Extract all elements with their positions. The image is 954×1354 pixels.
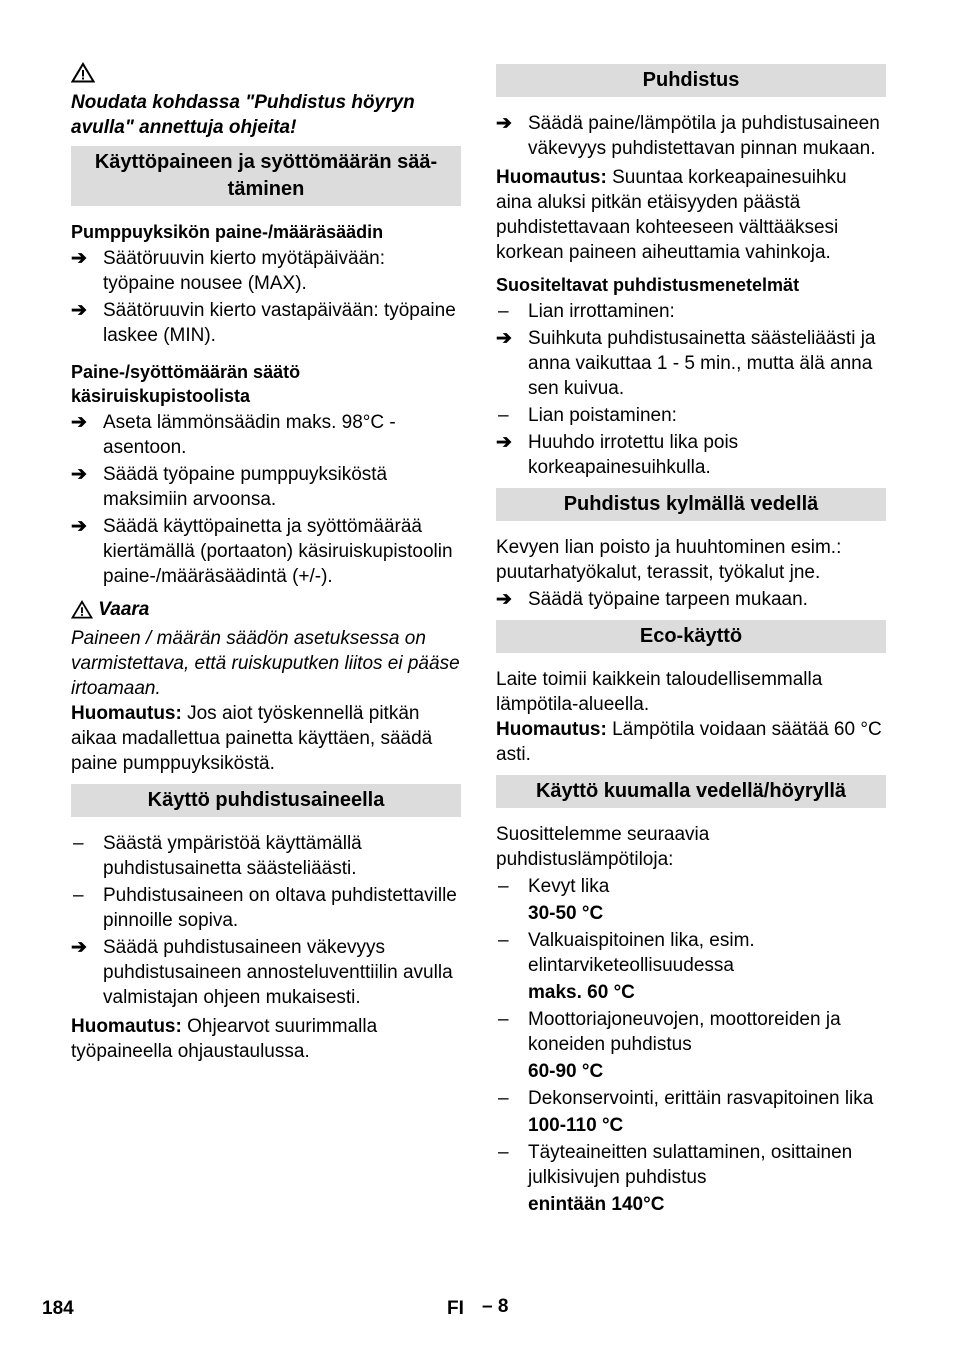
warning-triangle-icon [71, 600, 93, 619]
list-item [496, 874, 886, 899]
arrow-right-icon: ➔ [71, 300, 87, 321]
subheading-methods: Suositeltavat puhdistusmenetelmät [496, 275, 800, 295]
section-heading-detergent: Käyttö puhdistusaineella [71, 784, 461, 817]
arrow-right-icon: ➔ [71, 412, 87, 433]
left-column [71, 62, 461, 1064]
list-item [496, 928, 886, 978]
temperature-value: 100-110 °C [528, 1115, 624, 1136]
note-label: Huomautus: [71, 703, 182, 724]
list-item [496, 326, 886, 401]
dash-bullet: – [73, 885, 84, 906]
arrow-right-icon: ➔ [496, 328, 512, 349]
list-item [71, 462, 461, 512]
arrow-right-icon: ➔ [496, 113, 512, 134]
item-text: Säädä työpaine pumppuyksiköstä maksimiin arvoonsa. [103, 464, 388, 510]
list-item [71, 935, 461, 1010]
temperature-value: 30-50 °C [528, 903, 604, 924]
dash-bullet: – [498, 301, 509, 322]
language-code: FI [447, 1298, 464, 1319]
item-text: Valkuaispitoinen lika, esim. elintarviketeollisuudessa [528, 930, 755, 976]
arrow-right-icon: ➔ [71, 516, 87, 537]
list-item [71, 883, 461, 933]
page-number: 184 [42, 1298, 74, 1319]
heading-line: Käyttöpaineen ja syöttömäärän sää- [94, 151, 438, 173]
list-item [496, 1086, 886, 1111]
note-label: Huomautus: [71, 1016, 182, 1037]
item-text: Säädä puhdistusaineen väkevyys puhdistusaineen annosteluventtiilin avulla valmistajan ohjeen mukaisesti. [103, 937, 453, 1008]
note-text: Suuntaa korkeapainesuihku aina aluksi pitkän etäisyyden päästä puhdistettavaan kohteeseen välttääksesi korkean paineen aiheuttamia vahinkoja. [496, 167, 847, 263]
item-text: Säädä työpaine tarpeen mukaan. [528, 589, 808, 610]
item-text: Säästä ympäristöä käyttämällä puhdistusainetta säästeliäästi. [103, 833, 362, 879]
subheading-pump: Pumppuyksikön paine-/määräsäädin [71, 222, 384, 242]
list-item [71, 298, 461, 348]
item-text: Säätöruuvin kierto myötäpäivään: työpaine nousee (MAX). [103, 248, 385, 294]
note [71, 1014, 461, 1064]
dash-bullet: – [73, 833, 84, 854]
arrow-right-icon: ➔ [71, 248, 87, 269]
note-text: Jos aiot työskennellä pitkän aikaa madallettua painetta käyttäen, säädä paine pumppuyksiköstä. [71, 703, 433, 774]
right-column [496, 64, 886, 1217]
note [71, 701, 461, 776]
temperature-value: enintään 140°C [528, 1194, 665, 1215]
list-item [71, 410, 461, 460]
warning-note: Noudata kohdassa "Puhdistus höyryn avulla" annettuja ohjeita! [71, 92, 415, 138]
list-item [496, 430, 886, 480]
section-heading-cold-water: Puhdistus kylmällä vedellä [496, 488, 886, 521]
section-heading-pressure [71, 146, 461, 206]
section-heading-hot-water: Käyttö kuumalla vedellä/höyryllä [496, 775, 886, 808]
item-text: Säädä käyttöpainetta ja syöttömäärää kiertämällä (portaaton) käsiruiskupistoolin paine-/määräsäädintä (+/-). [103, 516, 453, 587]
item-text: Säätöruuvin kierto vastapäivään: työpaine laskee (MIN). [103, 300, 456, 346]
note-text: Ohjearvot suurimmalla työpaineella ohjaustaulussa. [71, 1016, 378, 1062]
item-text: Kevyt lika [528, 876, 610, 897]
item-text: Puhdistusaineen on oltava puhdistettaville pinnoille sopiva. [103, 885, 457, 931]
list-item [71, 514, 461, 589]
list-item [496, 403, 886, 428]
dash-bullet: – [498, 876, 509, 897]
item-text: Lian irrottaminen: [528, 301, 675, 322]
note [496, 717, 886, 767]
arrow-right-icon: ➔ [496, 589, 512, 610]
item-text: Dekonservointi, erittäin rasvapitoinen lika [528, 1088, 874, 1109]
note-label: Huomautus: [496, 167, 607, 188]
item-text: Lian poistaminen: [528, 405, 677, 426]
item-text: Täyteaineitten sulattaminen, osittainen julkisivujen puhdistus [528, 1142, 853, 1188]
arrow-right-icon: ➔ [496, 432, 512, 453]
item-text: Säädä paine/lämpötila ja puhdistusaineen väkevyys puhdistettavan pinnan mukaan. [528, 113, 880, 159]
paragraph: Laite toimii kaikkein taloudellisemmalla lämpötila-alueella. [496, 669, 823, 715]
section-heading-cleaning: Puhdistus [496, 64, 886, 97]
temperature-value: 60-90 °C [528, 1061, 604, 1082]
dash-bullet: – [498, 1142, 509, 1163]
list-item [496, 1140, 886, 1190]
list-item [71, 831, 461, 881]
dash-bullet: – [498, 405, 509, 426]
item-text: Suihkuta puhdistusainetta säästeliäästi ja anna vaikuttaa 1 - 5 min., mutta älä anna sen kuivua. [528, 328, 876, 399]
note [496, 165, 886, 265]
danger-heading [71, 597, 461, 622]
warning-triangle-icon [71, 62, 461, 86]
item-text: Huuhdo irrotettu lika pois korkeapainesuihkulla. [528, 432, 739, 478]
temperature-value: maks. 60 °C [528, 982, 635, 1003]
list-item [71, 246, 461, 296]
arrow-right-icon: ➔ [71, 464, 87, 485]
list-item [496, 111, 886, 161]
item-text: Aseta lämmönsäädin maks. 98°C -asentoon. [103, 412, 396, 458]
heading-line: täminen [227, 178, 305, 200]
arrow-right-icon: ➔ [71, 937, 87, 958]
list-item [496, 299, 886, 324]
note-text: Lämpötila voidaan säätää 60 °C asti. [496, 719, 882, 765]
note-label: Huomautus: [496, 719, 607, 740]
subheading-gun: Paine-/syöttömäärän säätö käsiruiskupistoolista [71, 362, 301, 406]
paragraph: Suosittelemme seuraavia puhdistuslämpötiloja: [496, 824, 710, 870]
section-heading-eco: Eco-käyttö [496, 620, 886, 653]
danger-text: Paineen / määrän säädön asetuksessa on varmistettava, että ruiskuputken liitos ei pääse irtoamaan. [71, 628, 460, 699]
paragraph: Kevyen lian poisto ja huuhtominen esim.: puutarhatyökalut, terassit, työkalut jne. [496, 537, 842, 583]
item-text: Moottoriajoneuvojen, moottoreiden ja koneiden puhdistus [528, 1009, 841, 1055]
dash-bullet: – [498, 930, 509, 951]
dash-bullet: – [498, 1009, 509, 1030]
danger-label: Vaara [98, 599, 150, 620]
section-number: – 8 [482, 1296, 509, 1317]
dash-bullet: – [498, 1088, 509, 1109]
list-item [496, 587, 886, 612]
list-item [496, 1007, 886, 1057]
